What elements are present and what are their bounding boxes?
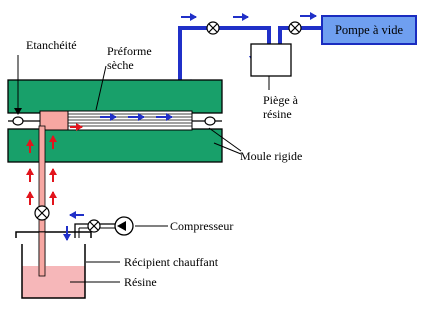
heated-container [16, 232, 91, 298]
resin-trap-container [251, 44, 291, 76]
resin-trap-label-2: résine [263, 107, 292, 121]
gasket-right [205, 117, 215, 125]
compressor-valve[interactable] [88, 220, 100, 232]
resin-trap [251, 44, 299, 121]
mold-upper-half [8, 80, 222, 113]
vacuum-pump [322, 16, 416, 44]
rigid-mold-label: Moule rigide [240, 149, 303, 163]
resin-trap-label-1: Piège à [263, 93, 298, 107]
resin-dip-tube [39, 232, 45, 276]
resin-valve[interactable] [35, 206, 49, 220]
heated-container-label: Récipient chauffant [124, 255, 219, 269]
gasket-left [13, 117, 23, 125]
preform-label-2: sèche [107, 58, 134, 72]
vacuum-valve-1[interactable] [207, 22, 219, 34]
compressor [115, 217, 133, 235]
container-lid [16, 232, 91, 238]
dry-preform [40, 111, 192, 130]
vacuum-pump-label: Pompe à vide [334, 23, 404, 37]
preform-label-1: Préforme [107, 44, 152, 58]
vacuum-valve-2[interactable] [289, 22, 301, 34]
resin-label: Résine [124, 275, 157, 289]
compressor-label: Compresseur [170, 219, 234, 233]
sealing-label: Etanchéité [26, 38, 77, 52]
